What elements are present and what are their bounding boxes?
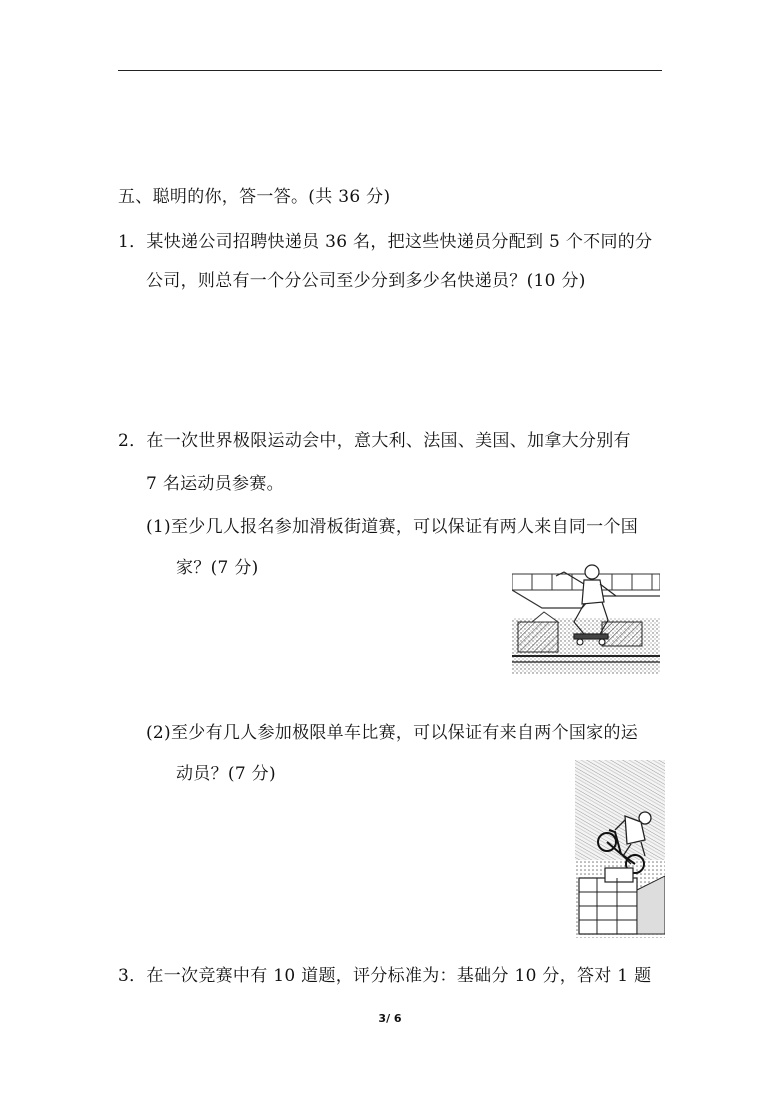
- bmx-rider-illustration: [575, 760, 665, 938]
- question-2-line-2: 7 名运动员参赛。: [146, 474, 284, 494]
- skateboarder-illustration: [512, 560, 660, 674]
- section-heading: 五、聪明的你，答一答。(共 36 分): [118, 187, 391, 207]
- question-2-2-line-1: (2)至少有几人参加极限单车比赛，可以保证有来自两个国家的运: [146, 723, 639, 743]
- question-1-line-1: 1．某快递公司招聘快递员 36 名，把这些快递员分配到 5 个不同的分: [118, 232, 653, 252]
- question-1-line-2: 公司，则总有一个分公司至少分到多少名快递员？(10 分): [146, 271, 586, 291]
- page-number: 3/ 6: [378, 1012, 402, 1025]
- header-rule: [118, 70, 662, 71]
- question-2-1-line-2: 家？(7 分): [176, 558, 259, 578]
- question-3-line-1: 3．在一次竞赛中有 10 道题，评分标准为：基础分 10 分，答对 1 题: [118, 966, 652, 986]
- question-2-2-line-2: 动员？(7 分): [176, 764, 276, 784]
- question-2-line-1: 2．在一次世界极限运动会中，意大利、法国、美国、加拿大分别有: [118, 431, 631, 451]
- question-2-1-line-1: (1)至少几人报名参加滑板街道赛，可以保证有两人来自同一个国: [146, 517, 639, 537]
